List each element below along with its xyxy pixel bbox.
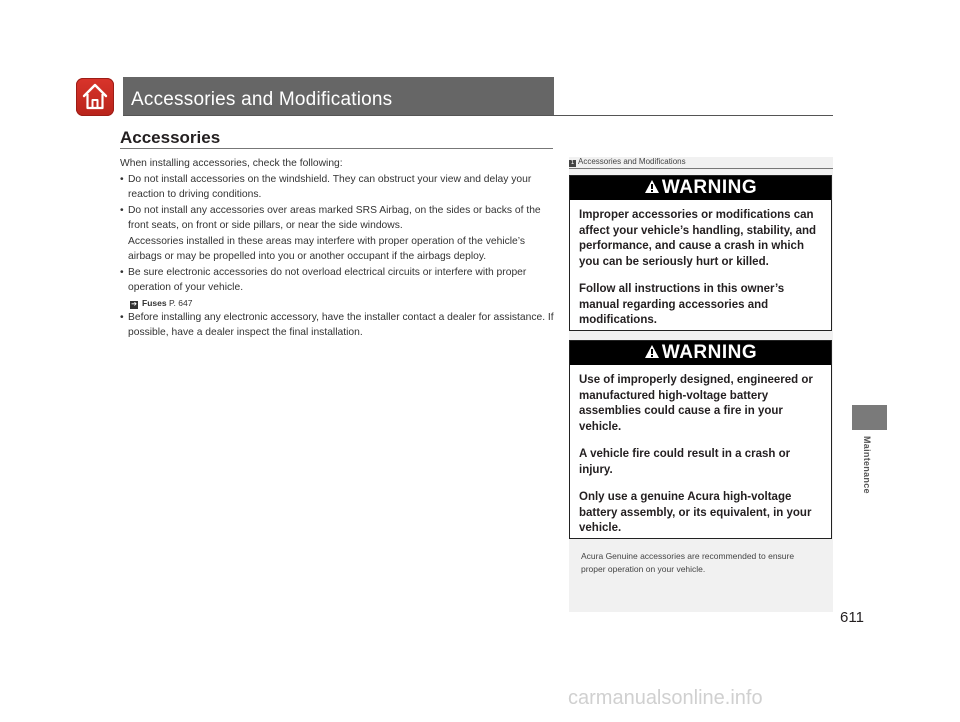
warning-text bbox=[570, 365, 831, 545]
warning-text bbox=[570, 200, 831, 337]
xref-page: P. 647 bbox=[168, 297, 193, 308]
list-item: • Be sure electronic accessories do not overload electrical circuits or interfere with proper operation of your vehicle. bbox=[120, 266, 527, 293]
section-title: Accessories bbox=[120, 128, 221, 147]
bullet-text: Before installing any electronic accessory, have the installer contact a dealer for assistance. If possible, have a dealer inspect the final installation. bbox=[128, 311, 554, 338]
warning-paragraph: Use of improperly designed, engineered or manufactured high-voltage battery assemblies could cause a fire in your vehicle. bbox=[579, 374, 813, 433]
bullet-text: Do not install any accessories over areas marked SRS Airbag, on the sides or backs of the front seats, on front or side pillars, or near the side windows. bbox=[128, 204, 541, 231]
title-divider bbox=[123, 115, 833, 116]
xref-label: Fuses bbox=[142, 297, 167, 308]
cross-reference-link[interactable] bbox=[120, 296, 555, 310]
intro-text: When installing accessories, check the following: bbox=[120, 158, 343, 169]
warning-header bbox=[570, 341, 831, 365]
list-item: • Do not install accessories on the windshield. They can obstruct your view and delay your reaction to driving conditions. bbox=[120, 173, 532, 200]
reference-icon: 1 bbox=[570, 160, 575, 166]
warning-label: WARNING bbox=[661, 342, 758, 363]
warning-paragraph: Improper accessories or modifications can affect your vehicle’s handling, stability, and performance, and cause a crash in which you can be seriously hurt or killed. bbox=[579, 209, 817, 268]
panel-heading-text: Accessories and Modifications bbox=[578, 157, 686, 166]
warning-icon bbox=[644, 344, 660, 359]
warning-label: WARNING bbox=[661, 177, 758, 198]
page-title: Accessories and Modifications bbox=[131, 89, 393, 110]
panel-divider bbox=[569, 168, 833, 169]
section-divider bbox=[120, 148, 553, 149]
list-item: • Before installing any electronic accessory, have the installer contact a dealer for assistance. If possible, have a dealer inspect the final installation. bbox=[120, 311, 554, 338]
warning-box bbox=[569, 175, 832, 331]
home-icon bbox=[81, 82, 109, 112]
list-item: • Do not install any accessories over areas marked SRS Airbag, on the sides or backs of the front seats, on front or side pillars, or near the side windows. Accessories installed in these areas may interfere with proper operation of the vehicle’s airbags or may be propelled into you or another occupant if the airbags deploy. bbox=[120, 204, 541, 262]
warning-box bbox=[569, 340, 832, 539]
panel-note: Acura Genuine accessories are recommended to ensure proper operation on your vehicle. bbox=[581, 551, 795, 574]
bullet-text: Be sure electronic accessories do not overload electrical circuits or interfere with proper operation of your vehicle. bbox=[128, 266, 527, 293]
panel-heading bbox=[569, 157, 833, 167]
body-text bbox=[120, 156, 555, 341]
bullet-text: Accessories installed in these areas may interfere with proper operation of the vehicle’s airbags or may be propelled into you or another occupant if the airbags deploy. bbox=[128, 235, 526, 262]
warning-icon bbox=[644, 179, 660, 194]
warning-paragraph: A vehicle fire could result in a crash or injury. bbox=[579, 448, 791, 476]
home-button[interactable] bbox=[76, 78, 114, 116]
arrow-icon: ➔ bbox=[131, 300, 137, 308]
page-number: 611 bbox=[840, 609, 864, 626]
section-tab-label: Maintenance bbox=[862, 436, 872, 494]
section-tab[interactable] bbox=[852, 405, 887, 430]
watermark: carmanualsonline.info bbox=[568, 687, 763, 709]
bullet-text: Do not install accessories on the windshield. They can obstruct your view and delay your reaction to driving conditions. bbox=[128, 173, 532, 200]
warning-paragraph: Only use a genuine Acura high-voltage battery assembly, or its equivalent, in your vehicle. bbox=[579, 491, 812, 534]
warning-header bbox=[570, 176, 831, 200]
warning-paragraph: Follow all instructions in this owner’s manual regarding accessories and modifications. bbox=[579, 283, 785, 326]
